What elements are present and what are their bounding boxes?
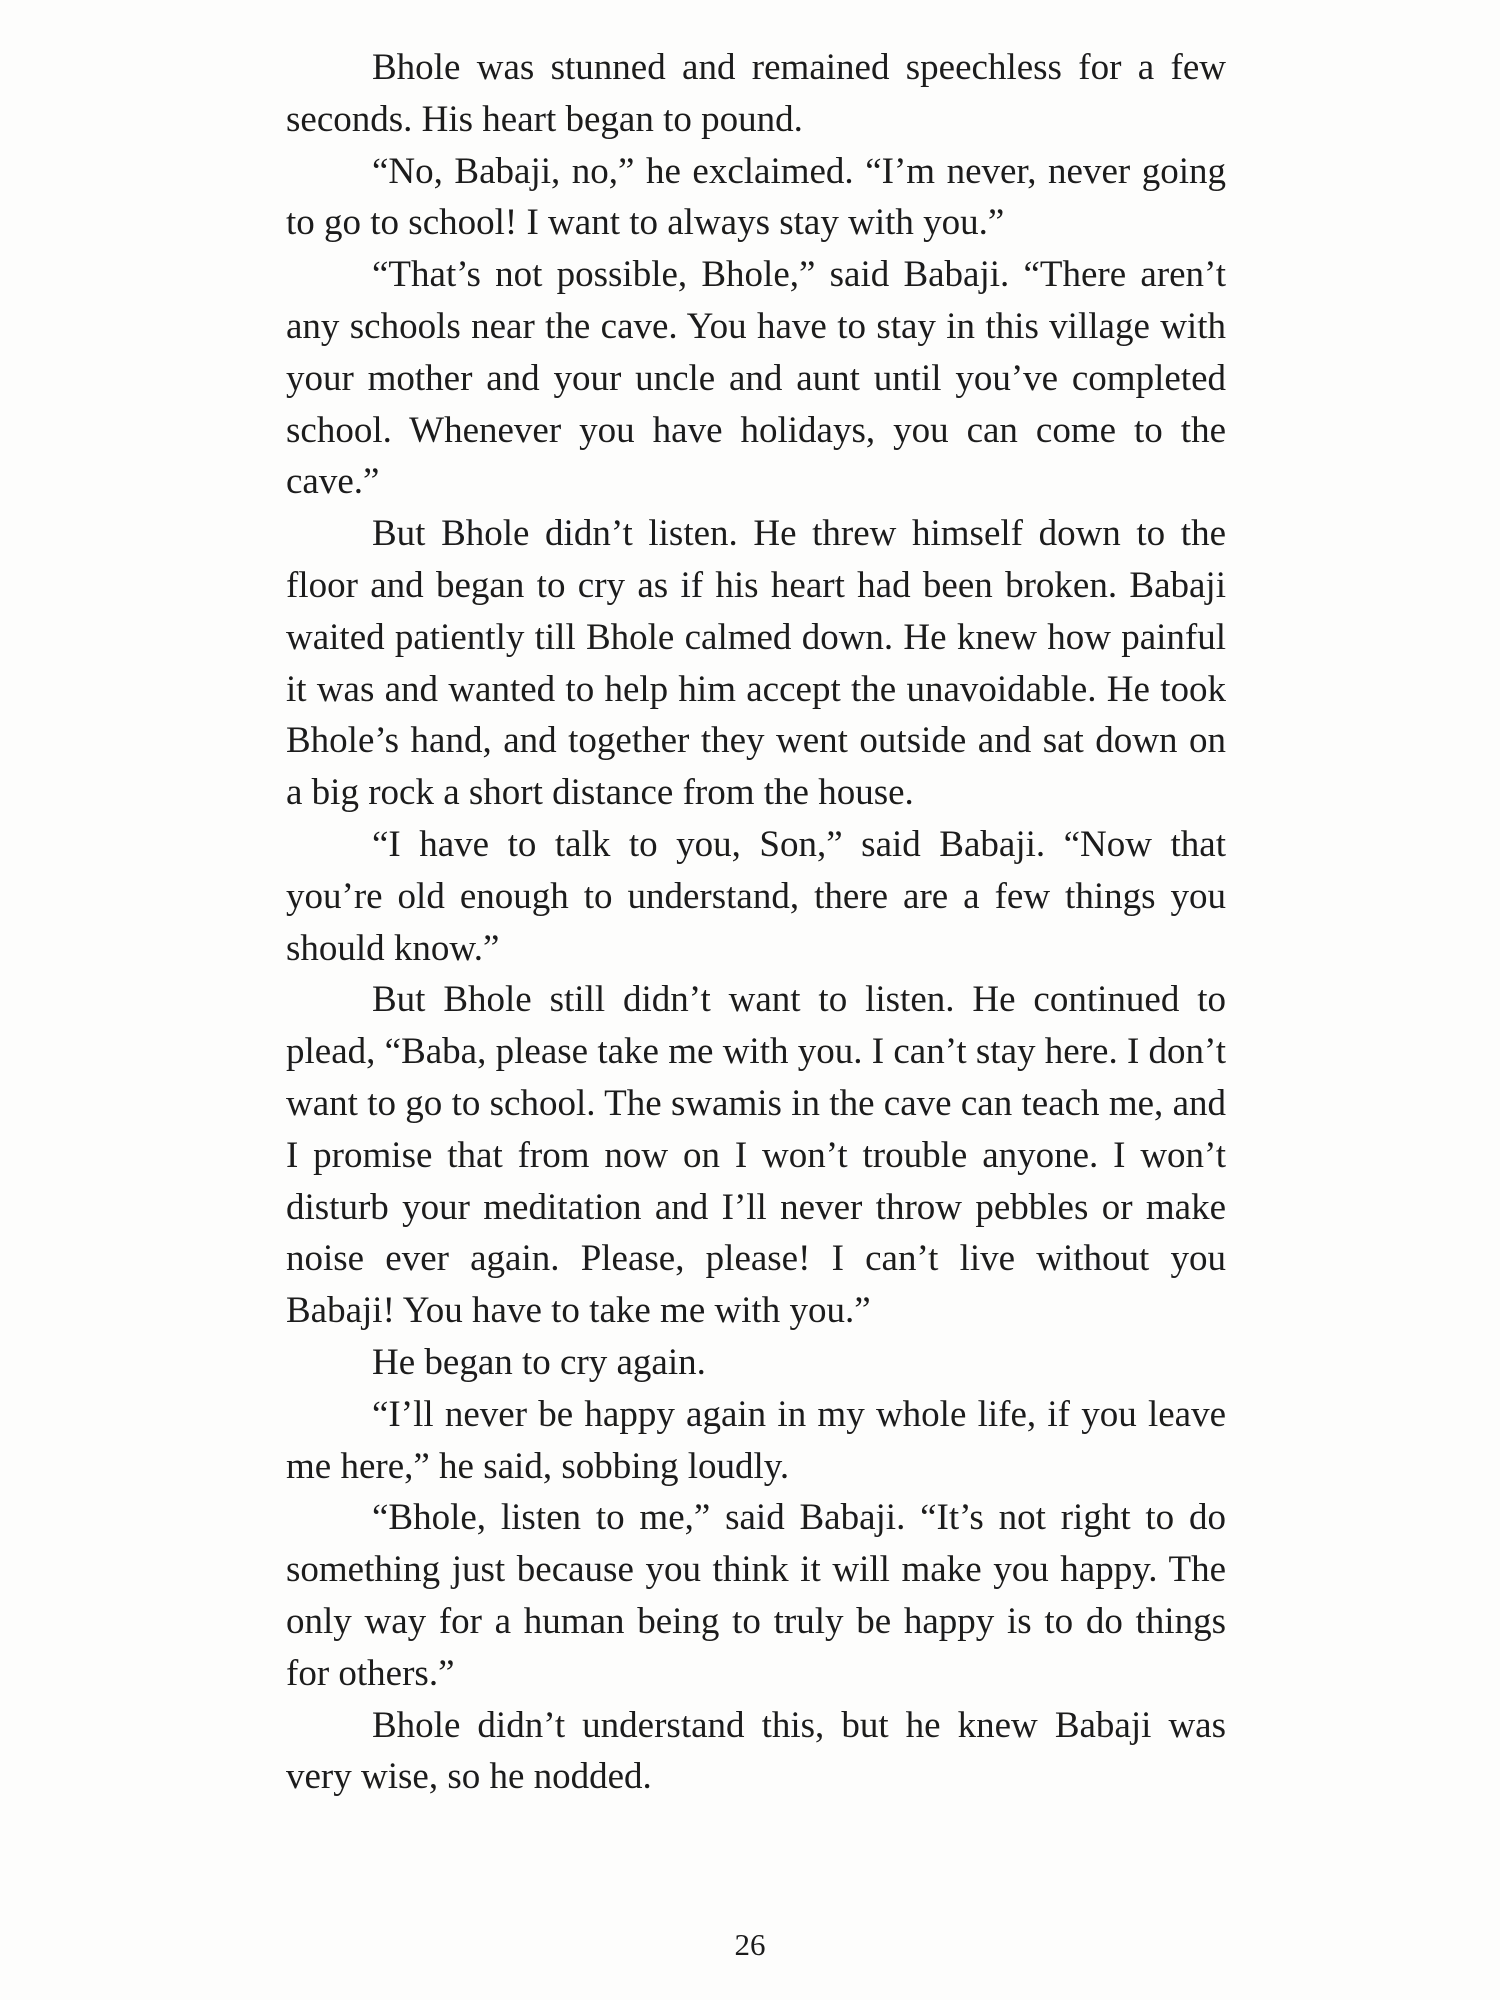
paragraph-5: “I have to talk to you, Son,” said Babaji. “Now that you’re old enough to understand, there are a few things you should know.” — [286, 823, 1226, 969]
paragraph-8: “I’ll never be happy again in my whole life, if you leave me here,” he said, sobbing loudly. — [286, 1393, 1226, 1487]
paragraph-10: Bhole didn’t understand this, but he knew Babaji was very wise, so he nodded. — [286, 1704, 1226, 1798]
paragraph-3: “That’s not possible, Bhole,” said Babaji. “There aren’t any schools near the cave. You have to stay in this village with your mother and your uncle and aunt until you’ve completed school. Whenever you have holidays, you can come to the cave.” — [286, 254, 1226, 503]
paragraph-7: He began to cry again. — [372, 1341, 706, 1383]
paragraph-1: Bhole was stunned and remained speechless for a few seconds. His heart began to pound. — [286, 47, 1226, 140]
paragraph-2: “No, Babaji, no,” he exclaimed. “I’m never, never going to go to school! I want to always stay with you.” — [286, 150, 1226, 244]
paragraph-6: But Bhole still didn’t want to listen. He continued to plead, “Baba, please take me with you. I can’t stay here. I don’t want to go to school. The swamis in the cave can teach me, and I promise that from now on I won’t trouble anyone. I won’t disturb your meditation and I’ll never throw pebbles or make noise ever again. Please, please! I can’t live without you Babaji! You have to take me with you.” — [286, 979, 1226, 1332]
paragraph-4: But Bhole didn’t listen. He threw himself down to the floor and began to cry as if his heart had been broken. Babaji waited patiently till Bhole calmed down. He knew how painful it was and wanted to help him accept the unavoidable. He took Bhole’s hand, and together they went outside and sat down on a big rock a short distance from the house. — [286, 513, 1226, 814]
page-number: 26 — [734, 1927, 766, 1962]
paragraph-9: “Bhole, listen to me,” said Babaji. “It’s not right to do something just because you think it will make you happy. The only way for a human being to truly be happy is to do things for others.” — [286, 1497, 1226, 1694]
body-text — [286, 42, 1226, 1803]
